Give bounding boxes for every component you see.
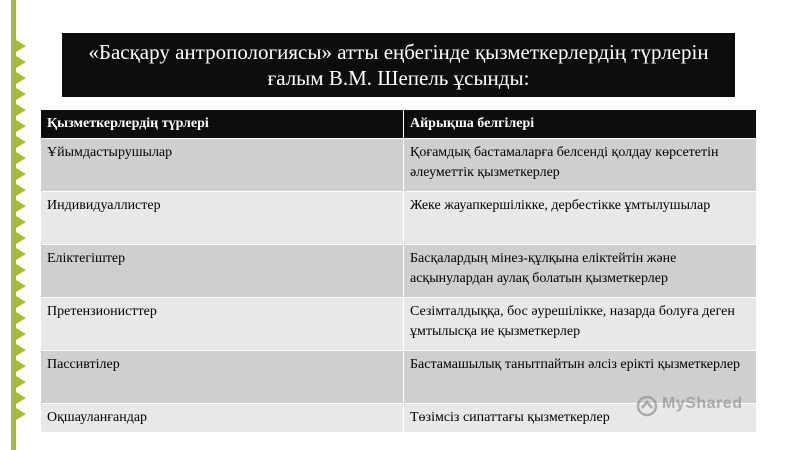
arrow-icon — [16, 408, 26, 420]
arrow-icon — [16, 72, 26, 84]
arrow-icon — [16, 56, 26, 68]
column-header-features: Айрықша белгілері — [404, 110, 757, 139]
arrow-icon — [16, 280, 26, 292]
table-row — [41, 192, 757, 245]
watermark-text: MyShared — [662, 395, 743, 412]
type-cell: Оқшауланғандар — [41, 404, 404, 433]
type-cell: Пассивтілер — [41, 351, 404, 404]
arrow-icon — [16, 312, 26, 324]
arrow-icon — [16, 88, 26, 100]
watermark-logo-icon — [636, 395, 658, 417]
arrow-icon — [16, 392, 26, 404]
table-row — [41, 245, 757, 298]
arrow-icon — [16, 104, 26, 116]
feature-cell: Төзімсіз сипаттағы қызметкерлер — [404, 404, 757, 433]
arrow-icon — [16, 120, 26, 132]
table-header-row — [41, 110, 757, 139]
arrow-icon — [16, 248, 26, 260]
column-header-types: Қызметкерлердің түрлері — [41, 110, 404, 139]
table-row — [41, 139, 757, 192]
employee-types-table — [40, 109, 757, 433]
arrow-icon — [16, 184, 26, 196]
arrow-icon — [16, 344, 26, 356]
arrow-icon — [16, 328, 26, 340]
arrow-icon — [16, 376, 26, 388]
type-cell: Индивидуаллистер — [41, 192, 404, 245]
feature-cell: Жеке жауапкершілікке, дербестікке ұмтылушылар — [404, 192, 757, 245]
type-cell: Еліктегіштер — [41, 245, 404, 298]
arrow-icon — [16, 216, 26, 228]
watermark — [636, 393, 766, 421]
arrow-icon — [16, 296, 26, 308]
decorative-arrows — [0, 40, 22, 424]
type-cell: Ұйымдастырушылар — [41, 139, 404, 192]
feature-cell: Басқалардың мінез-құлқына еліктейтін және асқынулардан аулақ болатын қызметкерлер — [404, 245, 757, 298]
arrow-icon — [16, 136, 26, 148]
arrow-icon — [16, 360, 26, 372]
table-row — [41, 298, 757, 351]
feature-cell: Қоғамдық бастамаларға белсенді қолдау көрсететін әлеуметтік қызметкерлер — [404, 139, 757, 192]
slide-title: «Басқару антропологиясы» атты еңбегінде қызметкерлердің түрлерін ғалым В.М. Шепель ұсынды: — [62, 33, 735, 97]
arrow-icon — [16, 168, 26, 180]
type-cell: Претензионисттер — [41, 298, 404, 351]
arrow-icon — [16, 152, 26, 164]
arrow-icon — [16, 264, 26, 276]
feature-cell: Сезімталдыққа, бос әурешілікке, назарда болуға деген ұмтылысқа ие қызметкерлер — [404, 298, 757, 351]
arrow-icon — [16, 232, 26, 244]
feature-cell: Бастамашылық танытпайтын әлсіз ерікті қызметкерлер — [404, 351, 757, 404]
arrow-icon — [16, 200, 26, 212]
arrow-icon — [16, 40, 26, 52]
